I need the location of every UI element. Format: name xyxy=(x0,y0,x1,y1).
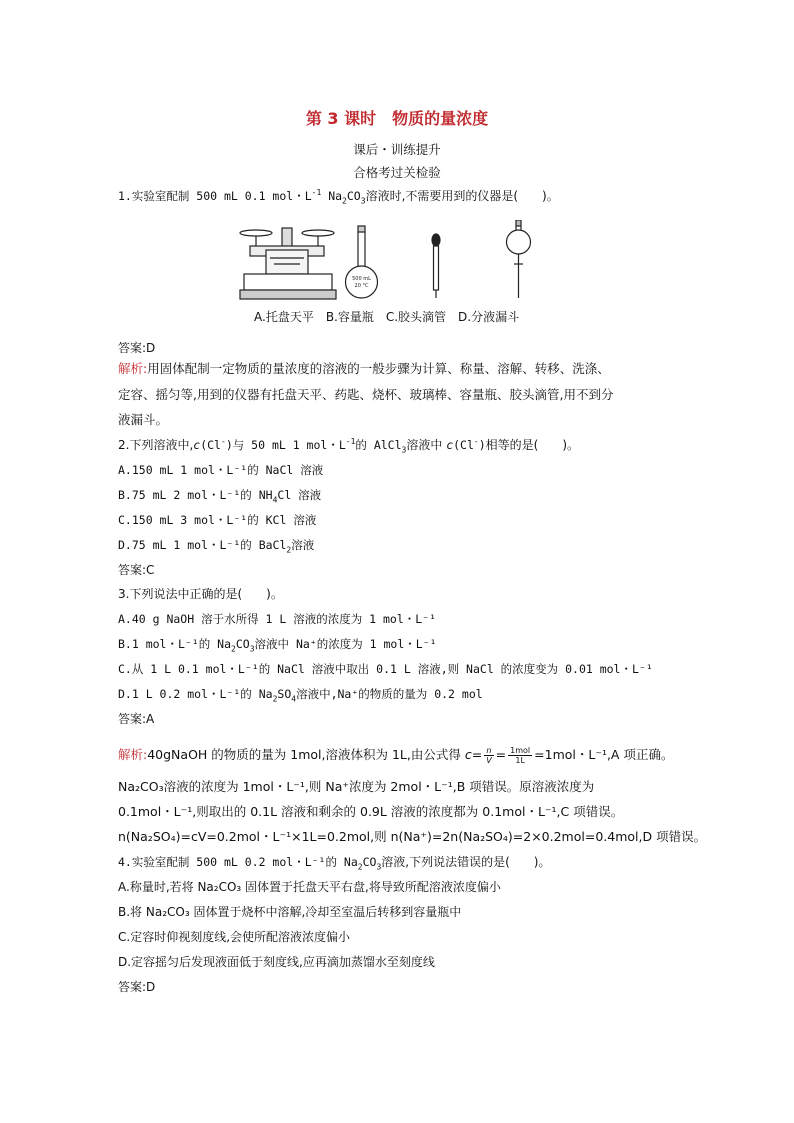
answer-1: 答案:D xyxy=(118,341,156,355)
explanation-3-line-1: 解析:40gNaOH 的物质的量为 1mol,溶液体积为 1L,由公式得 c= $\frac{n}{V}$ = $\frac{\text{1mol}}{1L}$ =1mol・L⁻¹,A 项正确。 xyxy=(118,746,674,765)
question-4-option-d: D.定容摇匀后发现液面低于刻度线,应再滴加蒸馏水至刻度线 xyxy=(118,955,435,969)
separatory-funnel-icon xyxy=(507,220,531,298)
question-3-option-b: B.1 mol・L⁻¹的 $Na_2CO_3$溶液中 Na⁺的浓度为 1 mol・L⁻¹ xyxy=(118,637,437,654)
question-3-option-a: A.40 g NaOH 溶于水所得 1 L 溶液的浓度为 1 mol・L⁻¹ xyxy=(118,612,437,626)
question-2-stem: 2.下列溶液中,c(Cl-)与 50 mL 1 mol・$L^{-1}$的 AlCl$_3$溶液中 c(Cl-)相等的是( )。 xyxy=(118,437,580,455)
answer-3: 答案:A xyxy=(118,712,155,726)
question-4-stem: 4.实验室配制 500 mL 0.2 mol・L⁻¹的 $Na_2CO_3$溶液,下列说法错误的是( )。 xyxy=(118,855,551,872)
figure-caption: A.托盘天平 B.容量瓶 C.胶头滴管 D.分液漏斗 xyxy=(254,310,520,324)
question-4-option-c: C.定容时仰视刻度线,会使所配溶液浓度偏小 xyxy=(118,930,351,944)
svg-text:20 °C: 20 °C xyxy=(354,283,369,289)
question-4-option-a: A.称量时,若将 Na₂CO₃ 固体置于托盘天平右盘,将导致所配溶液浓度偏小 xyxy=(118,880,501,894)
svg-text:500 mL: 500 mL xyxy=(352,276,371,282)
question-4-option-b: B.将 Na₂CO₃ 固体置于烧杯中溶解,冷却至室温后转移到容量瓶中 xyxy=(118,905,462,919)
explanation-1-line-1: 解析:用固体配制一定物质的量浓度的溶液的一般步骤为计算、称量、溶解、转移、洗涤、 xyxy=(118,361,610,376)
section-heading: 合格考过关检验 xyxy=(353,165,441,180)
dropper-icon xyxy=(432,234,440,298)
question-2-option-b: B.75 mL 2 mol・L⁻¹的 $NH_4Cl$ 溶液 xyxy=(118,488,322,505)
balance-icon xyxy=(240,228,336,299)
page-title: 第 3 课时 物质的量浓度 xyxy=(305,109,489,128)
question-2-option-d: D.75 mL 1 mol・L⁻¹的 BaCl$_2$溶液 xyxy=(118,538,315,555)
question-3-option-c: C.从 1 L 0.1 mol・L⁻¹的 NaCl 溶液中取出 0.1 L 溶液,则 NaCl 的浓度变为 0.01 mol・L⁻¹ xyxy=(118,662,653,676)
explanation-3-line-4: n(Na₂SO₄)=cV=0.2mol・L⁻¹×1L=0.2mol,则 n(Na⁺)=2n(Na₂SO₄)=2×0.2mol=0.4mol,D 项错误。 xyxy=(118,829,707,844)
explanation-3-line-2: Na₂CO₃溶液的浓度为 1mol・L⁻¹,则 Na⁺浓度为 2mol・L⁻¹,B 项错误。原溶液浓度为 xyxy=(118,779,595,794)
volumetric-flask-icon xyxy=(346,226,378,298)
section-subtitle: 课后・训练提升 xyxy=(353,142,441,157)
formula-fraction-values: $\frac{\text{1mol}}{1L}$ xyxy=(510,746,531,765)
explanation-1-line-2: 定容、摇匀等,用到的仪器有托盘天平、药匙、烧杯、玻璃棒、容量瓶、胶头滴管,用不到分 xyxy=(118,387,614,402)
apparatus-figure xyxy=(236,220,566,302)
question-3-option-d: D.1 L 0.2 mol・L⁻¹的 $Na_2SO_4$溶液中,Na⁺的物质的量为 0.2 mol xyxy=(118,687,483,704)
question-2-option-c: C.150 mL 3 mol・L⁻¹的 KCl 溶液 xyxy=(118,513,317,527)
answer-2: 答案:C xyxy=(118,563,155,577)
answer-4: 答案:D xyxy=(118,980,156,994)
question-3-stem: 3.下列说法中正确的是( )。 xyxy=(118,587,283,601)
formula-fraction-n-v: $\frac{n}{V}$ xyxy=(486,746,492,765)
explanation-1-line-3: 液漏斗。 xyxy=(118,412,169,427)
question-2-option-a: A.150 mL 1 mol・L⁻¹的 NaCl 溶液 xyxy=(118,463,324,477)
question-1-stem: 1.实验室配制 500 mL 0.1 mol・$L^{-1}$ $Na_2CO_3$溶液时,不需要用到的仪器是( )。 xyxy=(118,188,559,206)
explanation-3-line-3: 0.1mol・L⁻¹,则取出的 0.1L 溶液和剩余的 0.9L 溶液的浓度都为 0.1mol・L⁻¹,C 项错误。 xyxy=(118,804,624,819)
